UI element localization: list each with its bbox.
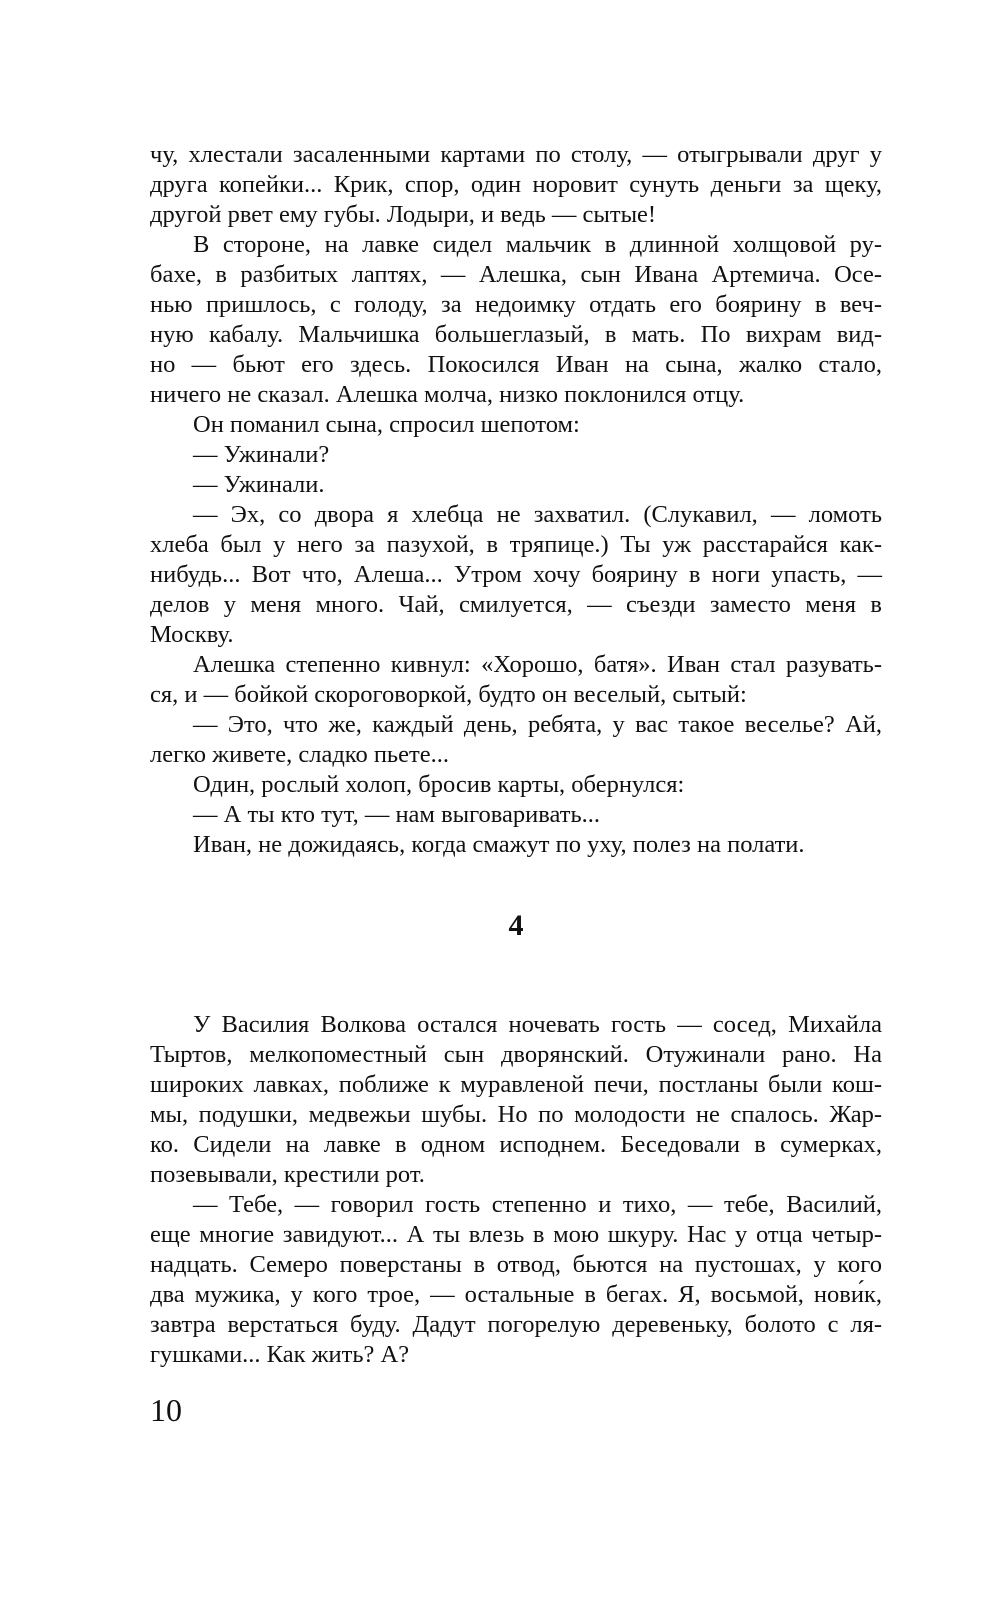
text-line: Москву. (150, 621, 234, 648)
text-line: друга копейки... Крик, спор, один норовит сунуть деньги за щеку, (150, 171, 882, 198)
text-line: надцать. Семеро поверстаны в отвод, бьются на пустошах, у кого (150, 1251, 882, 1278)
text-line: Он поманил сына, спросил шепотом: (193, 411, 580, 438)
text-line: позевывали, крестили рот. (150, 1161, 425, 1188)
text-line: В стороне, на лавке сидел мальчик в длинной холщовой ру- (193, 231, 882, 258)
book-page (150, 0, 882, 1616)
text-line: завтра верстаться буду. Дадут погорелую деревеньку, болото с ля- (150, 1311, 882, 1338)
text-line: — Эх, со двора я хлебца не захватил. (Слукавил, — ломоть (193, 501, 882, 528)
text-line: делов у меня много. Чай, смилуется, — съезди заместо меня в (150, 591, 882, 618)
text-line: нибудь... Вот что, Алеша... Утром хочу боярину в ноги упасть, — (150, 561, 882, 588)
text-line: Алешка степенно кивнул: «Хорошо, батя». Иван стал разувать- (193, 651, 882, 678)
text-line: два мужика, у кого трое, — остальные в бегах. Я, восьмой, нови́к, (150, 1281, 882, 1308)
text-line: бахе, в разбитых лаптях, — Алешка, сын Ивана Артемича. Осе- (150, 261, 882, 288)
text-line: но — бьют его здесь. Покосился Иван на сына, жалко стало, (150, 351, 882, 378)
text-line: мы, подушки, медвежьи шубы. Но по молодости не спалось. Жар- (150, 1101, 882, 1128)
text-line: — Ужинали. (193, 471, 325, 498)
page-number: 10 (150, 1392, 182, 1428)
text-line: Иван, не дожидаясь, когда смажут по уху, полез на полати. (193, 831, 805, 858)
text-line: — Тебе, — говорил гость степенно и тихо, — тебе, Василий, (193, 1191, 882, 1218)
text-line: хлеба был у него за пазухой, в тряпице.) Ты уж расстарайся как- (150, 531, 882, 558)
text-line: легко живете, сладко пьете... (150, 741, 449, 768)
text-line: ся, и — бойкой скороговоркой, будто он веселый, сытый: (150, 681, 747, 708)
text-line: У Василия Волкова остался ночевать гость — сосед, Михайла (193, 1011, 882, 1038)
text-line: нью пришлось, с голоду, за недоимку отдать его боярину в веч- (150, 291, 882, 318)
chapter-number: 4 (508, 909, 524, 942)
text-line: другой рвет ему губы. Лодыри, и ведь — сытые! (150, 201, 657, 228)
text-line: еще многие завидуют... А ты влезь в мою шкуру. Нас у отца четыр- (150, 1221, 882, 1248)
text-line: ную кабалу. Мальчишка большеглазый, в мать. По вихрам вид- (150, 321, 882, 348)
text-line: — Ужинали? (193, 441, 330, 468)
text-line: — А ты кто тут, — нам выговаривать... (193, 801, 601, 828)
text-line: Один, рослый холоп, бросив карты, обернулся: (193, 771, 685, 798)
text-line: Тыртов, мелкопоместный сын дворянский. Отужинали рано. На (150, 1041, 882, 1068)
text-line: чу, хлестали засаленными картами по столу, — отыгрывали друг у (150, 141, 882, 168)
text-line: гушками... Как жить? А? (150, 1341, 410, 1368)
text-line: — Это, что же, каждый день, ребята, у вас такое веселье? Ай, (193, 711, 882, 738)
text-line: ничего не сказал. Алешка молча, низко поклонился отцу. (150, 381, 745, 408)
text-line: широких лавках, поближе к муравленой печи, постланы были кош- (150, 1071, 882, 1098)
text-line: ко. Сидели на лавке в одном исподнем. Беседовали в сумерках, (150, 1131, 882, 1158)
